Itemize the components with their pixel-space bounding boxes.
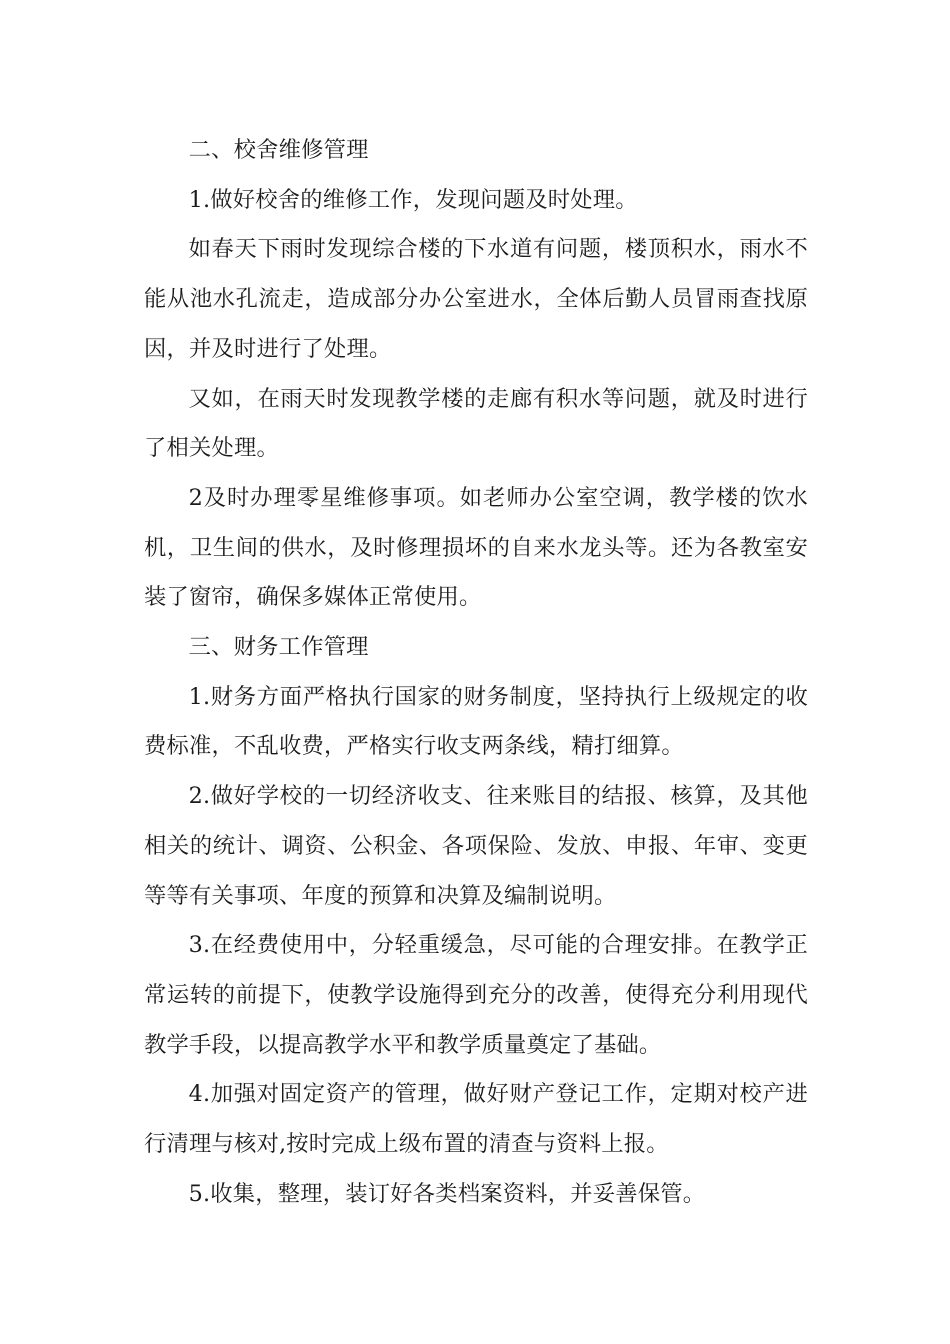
paragraph: 4.加强对固定资产的管理，做好财产登记工作，定期对校产进行清理与核对,按时完成上级布置的清查与资料上报。 <box>144 1081 808 1158</box>
document-body <box>144 126 808 1219</box>
paragraph: 2.做好学校的一切经济收支、往来账目的结报、核算，及其他相关的统计、调资、公积金、各项保险、发放、申报、年审、变更等等有关事项、年度的预算和决算及编制说明。 <box>144 783 808 909</box>
paragraph: 1.财务方面严格执行国家的财务制度，坚持执行上级规定的收费标准，不乱收费，严格实行收支两条线，精打细算。 <box>144 683 808 760</box>
section-heading-maintenance: 二、校舍维修管理 <box>188 137 369 163</box>
paragraph: 如春天下雨时发现综合楼的下水道有问题，楼顶积水，雨水不能从池水孔流走，造成部分办公室进水，全体后勤人员冒雨查找原因，并及时进行了处理。 <box>144 236 808 362</box>
paragraph: 2及时办理零星维修事项。如老师办公室空调，教学楼的饮水机，卫生间的供水，及时修理损坏的自来水龙头等。还为各教室安装了窗帘，确保多媒体正常使用。 <box>144 484 808 611</box>
paragraph: 5.收集，整理，装订好各类档案资料，并妥善保管。 <box>188 1180 706 1207</box>
paragraph: 又如，在雨天时发现教学楼的走廊有积水等问题，就及时进行了相关处理。 <box>144 385 808 462</box>
paragraph: 3.在经费使用中，分轻重缓急，尽可能的合理安排。在教学正常运转的前提下，使教学设施得到充分的改善，使得充分利用现代教学手段，以提高教学水平和教学质量奠定了基础。 <box>144 932 808 1058</box>
section-heading-finance: 三、财务工作管理 <box>188 634 369 661</box>
paragraph: 1.做好校舍的维修工作，发现问题及时处理。 <box>188 186 638 213</box>
